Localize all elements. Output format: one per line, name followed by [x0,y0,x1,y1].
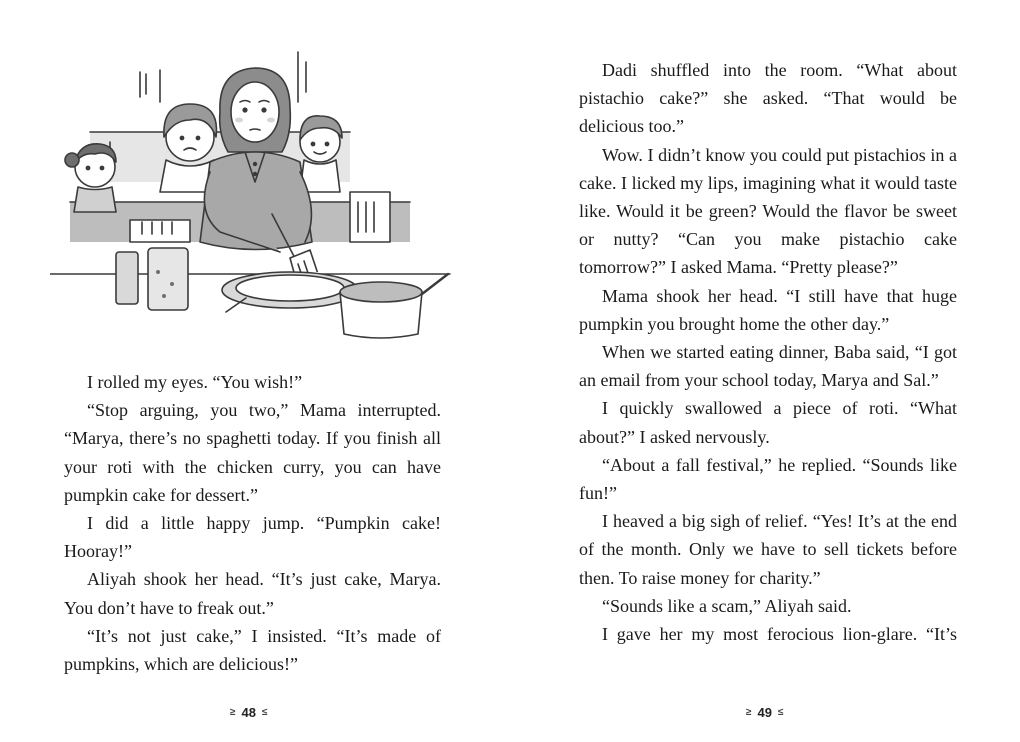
right-page-text [579,56,957,648]
page-number-ornament-right: ≤ [261,707,268,718]
paragraph: When we started eating dinner, Baba said, “I got an email from your school today, Marya and Sal.” [579,342,957,391]
paragraph: “It’s not just cake,” I insisted. “It’s made of pumpkins, which are delicious!” [64,625,441,675]
paragraph: Mama shook her head. “I still have that huge pumpkin you brought home the other day.” [579,285,957,334]
paragraph: Aliyah shook her head. “It’s just cake, Marya. You don’t have to freak out.” [64,569,441,618]
paragraph: I rolled my eyes. “You wish!” [87,372,303,392]
paragraph: “Stop arguing, you two,” Mama interrupted. “Marya, there’s no spaghetti today. If you finish all your roti with the chicken curry, you can have pumpkin cake for dessert.” [64,400,441,505]
page-number-48 [230,705,267,720]
page-number-ornament-left: ≥ [230,707,236,718]
paragraph: I heaved a big sigh of relief. “Yes! It’s at the end of the month. Only we have to sell tickets before then. To raise money for charity.” [579,511,957,588]
page-number-text: 49 [757,705,772,720]
kitchen-family-illustration [50,42,470,342]
paragraph: Dadi shuffled into the room. “What about pistachio cake?” she asked. “That would be delicious too.” [579,60,957,137]
paragraph: “Sounds like a scam,” Aliyah said. [602,595,852,616]
page-number-ornament-left: ≥ [746,707,752,718]
left-page-text [64,368,441,678]
paragraph: I did a little happy jump. “Pumpkin cake! Hooray!” [64,513,441,562]
paragraph: “About a fall festival,” he replied. “Sounds like fun!” [579,454,957,504]
paragraph: I quickly swallowed a piece of roti. “What about?” I asked nervously. [579,398,957,447]
page-number-text: 48 [241,705,256,720]
page-number-ornament-right: ≤ [777,707,784,718]
paragraph: Wow. I didn’t know you could put pistachios in a cake. I licked my lips, imagining what it would taste like. Would it be green? Would the flavor be sweet or nutty? “Can you make pistachio cake tomorrow?” I asked Mama. “Pretty please?” [579,144,957,278]
paragraph: I gave her my most ferocious lion-glare. “It’s [602,624,957,645]
right-page [510,0,1020,742]
page-number-49 [746,705,783,720]
